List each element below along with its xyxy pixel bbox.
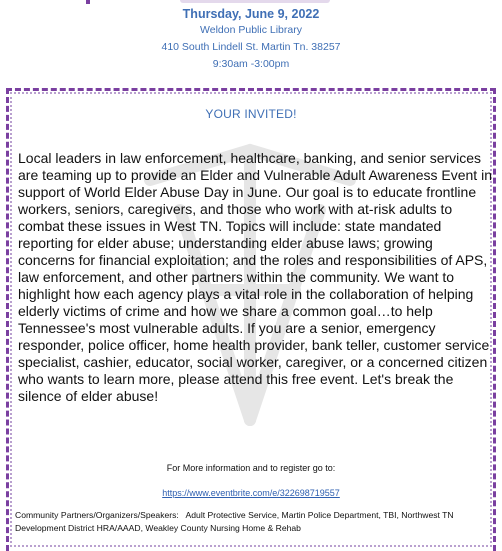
- more-info-text: For More information and to register go to:: [166, 463, 336, 473]
- event-address: 410 South Lindell St. Martin Tn. 38257: [161, 41, 341, 53]
- event-date: Thursday, June 9, 2022: [182, 7, 320, 21]
- top-banner-strip: [180, 0, 330, 3]
- partners-list: Adult Protective Service, Martin Police Department, TBI, Northwest TN Development District HRA/AAAD, Weakley County Nursing Home & Rehab: [15, 510, 454, 533]
- registration-link[interactable]: https://www.eventbrite.com/e/322698719557: [162, 488, 340, 498]
- event-description: Local leaders in law enforcement, healthcare, banking, and senior services are teaming up to provide an Elder and Vulnerable Adult Awareness Event in support of World Elder Abuse Day in June. Our goal is to educate frontline workers, seniors, caregivers, and those who work with at-risk adults to combat these issues in West TN. Topics will include: state mandated reporting for elder abuse; understanding elder abuse laws; growing concerns for financial exploitation; and the roles and responsibilities of APS, law enforcement, and other partners within the community. We want to highlight how each agency plays a vital role in the collaboration of helping elderly victims of crime and how we share a common goal…to help Tennessee's most vulnerable adults. If you are a senior, emergency responder, police officer, home health provider, bank teller, customer service specialist, cashier, educator, social worker, caregiver, or a concerned citizen who wants to learn more, please attend this free event. Let's break the silence of elder abuse!: [18, 150, 492, 404]
- event-venue: Weldon Public Library: [200, 24, 302, 36]
- event-time: 9:30am -3:00pm: [212, 58, 290, 70]
- banner-corner-mark: [86, 0, 90, 4]
- partners-label: Community Partners/Organizers/Speakers:: [15, 510, 179, 520]
- community-partners: [15, 509, 495, 535]
- event-header: [0, 6, 502, 73]
- invitation-heading: YOUR INVITED!: [205, 107, 297, 121]
